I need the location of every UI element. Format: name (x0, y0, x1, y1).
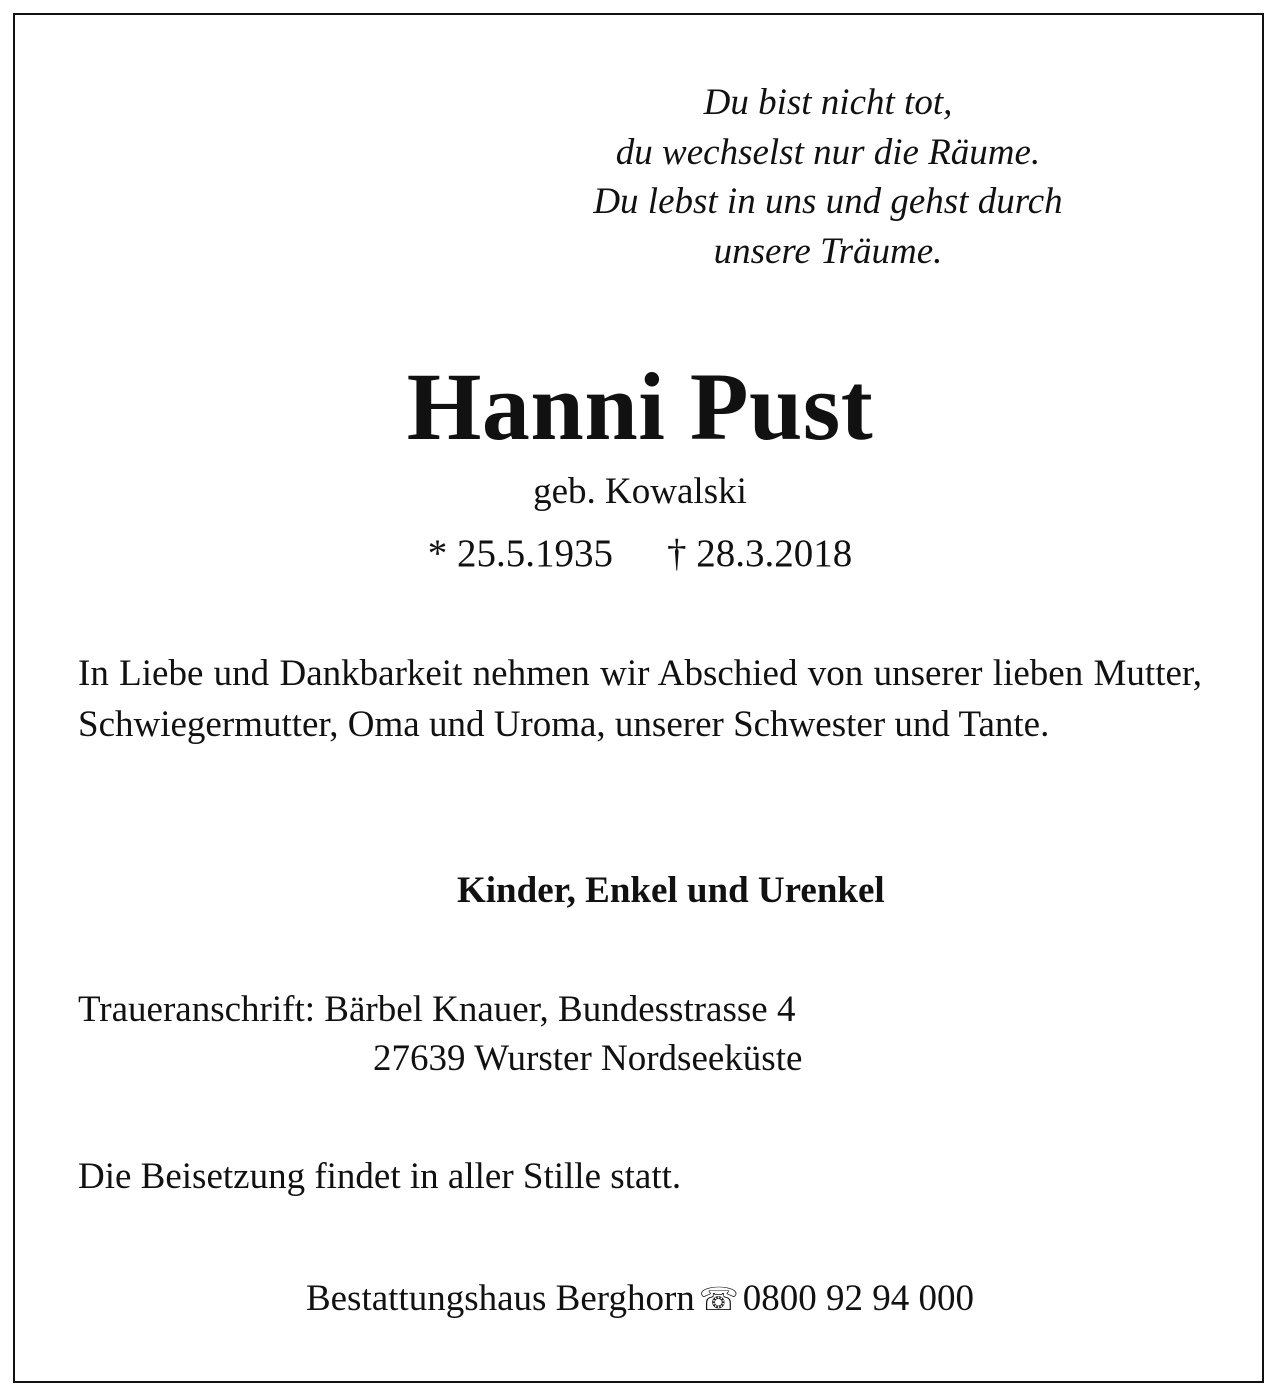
telephone-icon: ☏ (698, 1280, 739, 1318)
poem (478, 78, 1178, 276)
undertaker-phone: 0800 92 94 000 (742, 1278, 975, 1319)
poem-line: unsere Träume. (713, 230, 943, 272)
mourners-signature: Kinder, Enkel und Urenkel (457, 870, 885, 911)
undertaker-info (0, 1274, 1280, 1324)
address-street: Bärbel Knauer, Bundesstrasse 4 (324, 989, 796, 1030)
funeral-note: Die Beisetzung findet in aller Stille statt. (78, 1156, 682, 1197)
address-line-2: 27639 Wurster Nordseeküste (373, 1038, 803, 1079)
death-date: † 28.3.2018 (667, 532, 853, 575)
address-label: Traueranschrift: (78, 989, 316, 1030)
birth-name: geb. Kowalski (533, 471, 747, 512)
deceased-name: Hanni Pust (406, 353, 874, 460)
poem-line: Du bist nicht tot, (703, 82, 953, 123)
poem-line: Du lebst in uns und gehst durch (593, 181, 1063, 222)
address-line-1 (78, 985, 802, 1034)
poem-line: du wechselst nur die Räume. (615, 131, 1041, 173)
farewell-message: In Liebe und Dankbarkeit nehmen wir Abschied von unserer lieben Mutter, Schwiegermutter, Oma und Uroma, unserer Schwester und Tante. (78, 653, 1202, 745)
birth-date: * 25.5.1935 (427, 532, 613, 575)
mourning-address (78, 985, 802, 1083)
undertaker-name: Bestattungshaus Berghorn (305, 1278, 695, 1319)
life-dates (0, 530, 1280, 578)
